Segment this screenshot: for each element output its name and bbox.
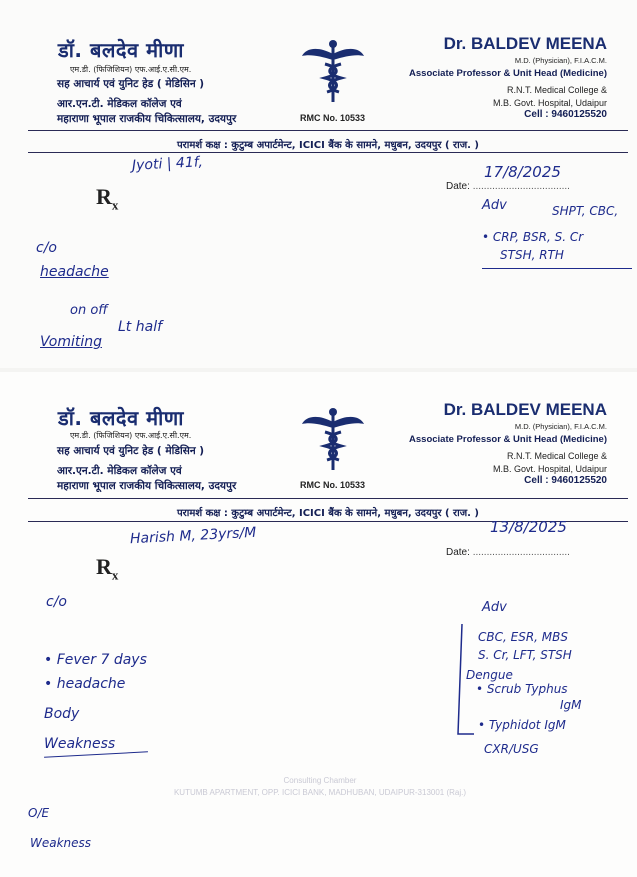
doctor-designation-english: Associate Professor & Unit Head (Medicine) (409, 434, 607, 445)
doctor-degrees-english: M.D. (Physician), F.I.A.C.M. (514, 56, 607, 65)
caduceus-icon (300, 406, 366, 472)
handwritten-date: 13/8/2025 (490, 518, 567, 536)
advice-item: • Typhidot IgM (478, 718, 566, 732)
date-label: Date: ................................... (446, 181, 570, 192)
doctor-name-english: Dr. BALDEV MEENA (443, 400, 607, 419)
rx-symbol: $R_x$ (96, 184, 119, 213)
header-divider (28, 498, 628, 499)
hospital-hindi: महाराणा भूपाल राजकीय चिकित्सालय, उदयपुर (57, 480, 237, 492)
advice-item: SHPT, CBC, (552, 204, 619, 218)
advice-item: CBC, ESR, MBS (478, 630, 568, 644)
patient-name: Harish M, 23yrs/M (129, 524, 257, 548)
doctor-name-english: Dr. BALDEV MEENA (443, 34, 607, 53)
handwritten-date: 17/8/2025 (484, 163, 561, 181)
header-divider (28, 130, 628, 131)
consultation-address: परामर्श कक्ष : कुटुम्ब अपार्टमेन्ट, ICICI बैंक के सामने, मधुबन, उदयपुर ( राज. ) (176, 140, 479, 151)
doctor-name-hindi: डॉ. बलदेव मीणा (58, 406, 184, 430)
history-item: on off (70, 303, 108, 318)
doctor-degrees-hindi: एम.डी. (फिजिशियन) एफ.आई.ए.सी.एम. (70, 431, 192, 440)
college-hindi: आर.एन.टी. मेडिकल कॉलेज एवं (57, 465, 182, 477)
doctor-designation-hindi: सह आचार्य एवं युनिट हेड ( मेडिसिन ) (57, 78, 205, 90)
doctor-designation-hindi: सह आचार्य एवं युनिट हेड ( मेडिसिन ) (57, 445, 205, 457)
footer-note: O/E (28, 806, 50, 820)
address-divider (28, 152, 628, 153)
history-item: • Fever 7 days (44, 652, 147, 668)
rmc-number: RMC No. 10533 (300, 480, 366, 490)
doctor-degrees-english: M.D. (Physician), F.I.A.C.M. (514, 422, 607, 431)
cell-number: Cell : 9460125520 (524, 109, 607, 120)
footer-note: Weakness (30, 836, 92, 850)
advice-bracket (448, 622, 478, 752)
history-item: Lt half (118, 319, 163, 335)
doctor-name-hindi: डॉ. बलदेव मीणा (58, 38, 184, 62)
history-item: c/o (46, 594, 67, 610)
history-item: Body (44, 706, 80, 722)
history-item: Weakness (44, 736, 116, 752)
advice-item: IgM (560, 698, 582, 712)
doctor-designation-english: Associate Professor & Unit Head (Medicine) (409, 68, 607, 79)
rx-symbol: $R_x$ (96, 554, 119, 583)
advice-item: CXR/USG (484, 742, 539, 756)
history-item: • headache (44, 676, 126, 692)
doctor-degrees-hindi: एम.डी. (फिजिशियन) एफ.आई.ए.सी.एम. (70, 65, 192, 74)
advice-item: • Scrub Typhus (476, 682, 568, 696)
advice-item: Dengue (466, 668, 513, 682)
cell-number: Cell : 9460125520 (524, 475, 607, 486)
college-english: R.N.T. Medical College & (506, 451, 607, 461)
history-item: c/o (36, 240, 57, 256)
prescription-sheet-1 (0, 0, 637, 368)
rmc-number: RMC No. 10533 (300, 113, 366, 123)
hospital-hindi: महाराणा भूपाल राजकीय चिकित्सालय, उदयपुर (57, 113, 237, 125)
hospital-english: M.B. Govt. Hospital, Udaipur (492, 464, 607, 474)
consultation-address: परामर्श कक्ष : कुटुम्ब अपार्टमेन्ट, ICICI बैंक के सामने, मधुबन, उदयपुर ( राज. ) (176, 508, 479, 519)
advice-item: • CRP, BSR, S. Cr (482, 230, 584, 244)
footer-title: Consulting Chamber (283, 776, 357, 785)
footer-address: KUTUMB APARTMENT, OPP. ICICI BANK, MADHUBAN, UDAIPUR-313001 (Raj.) (173, 788, 467, 797)
date-label: Date: ................................... (446, 547, 570, 558)
advice-item: S. Cr, LFT, STSH (478, 648, 572, 662)
caduceus-icon (300, 38, 366, 104)
prescription-sheet-2 (0, 372, 637, 877)
advice-item: Adv (482, 198, 507, 213)
history-item: Vomiting (40, 334, 102, 350)
history-item: headache (40, 264, 109, 280)
history-underline (44, 751, 148, 757)
patient-name: Jyoti | 41f, (131, 154, 204, 174)
advice-underline (482, 268, 632, 269)
college-hindi: आर.एन.टी. मेडिकल कॉलेज एवं (57, 98, 182, 110)
advice-item: STSH, RTH (500, 248, 564, 262)
hospital-english: M.B. Govt. Hospital, Udaipur (492, 98, 607, 108)
advice-item: Adv (482, 600, 507, 615)
college-english: R.N.T. Medical College & (506, 85, 607, 95)
